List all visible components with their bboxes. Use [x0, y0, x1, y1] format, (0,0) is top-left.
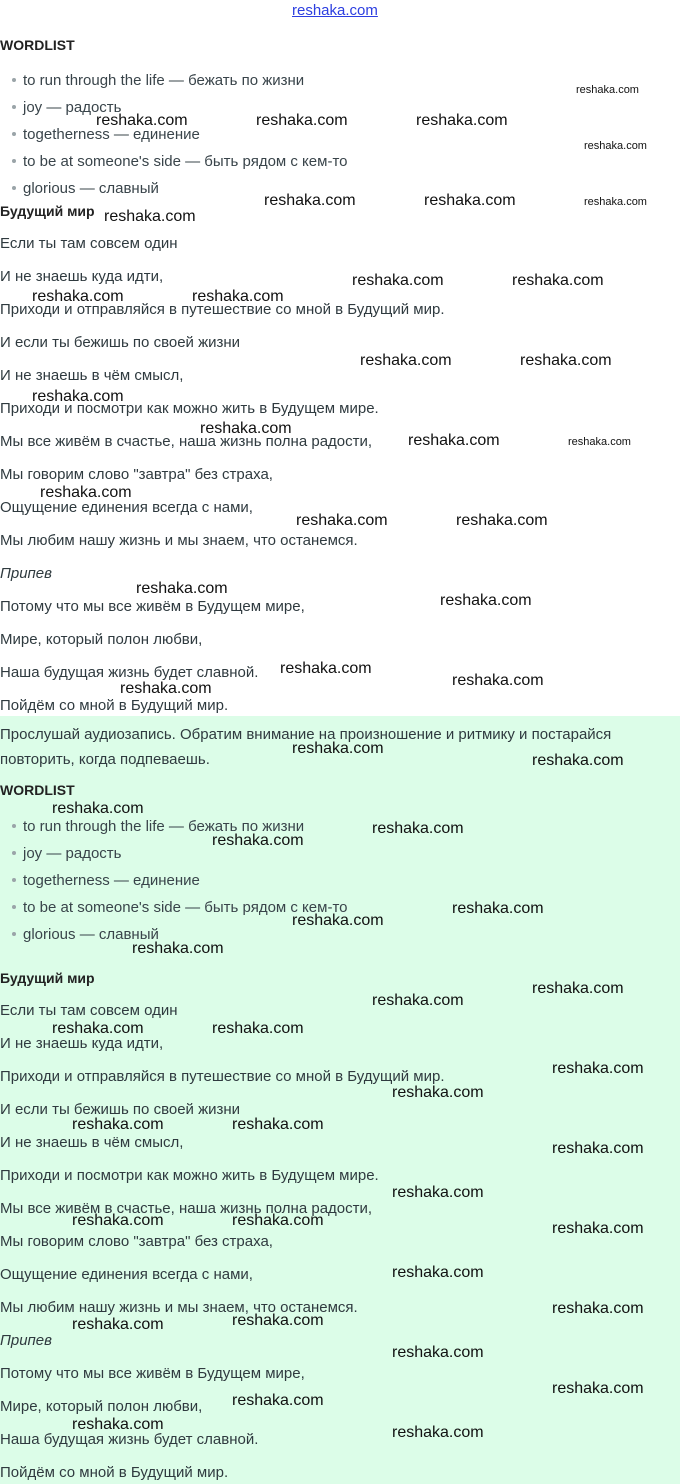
watermark: reshaka.com: [52, 800, 144, 817]
watermark: reshaka.com: [552, 1060, 644, 1077]
bullet-icon: [12, 186, 16, 190]
bullet-icon: [12, 78, 16, 82]
watermark: reshaka.com: [452, 900, 544, 917]
instruction-text: Прослушай аудиозапись. Обратим внимание на произношение и ритмику и постарайся повторить, когда подпеваешь.: [0, 726, 612, 768]
chorus-label: Припев: [0, 565, 52, 582]
wordlist-item: to run through the life — бежать по жизни: [12, 72, 304, 90]
watermark: reshaka.com: [440, 592, 532, 609]
lyric-line: Мы говорим слово "завтра" без страха,: [0, 466, 273, 483]
lyric-line: Ощущение единения всегда с нами,: [0, 499, 253, 516]
wordlist-heading: WORDLIST: [0, 782, 75, 798]
lyric-line: Потому что мы все живём в Будущем мире,: [0, 1365, 305, 1382]
watermark: reshaka.com: [372, 992, 464, 1009]
watermark: reshaka.com: [584, 196, 647, 208]
watermark: reshaka.com: [452, 672, 544, 689]
lyric-line: И если ты бежишь по своей жизни: [0, 1101, 241, 1118]
wordlist-item: joy — радость: [12, 845, 121, 863]
watermark: reshaka.com: [52, 1020, 144, 1037]
watermark: reshaka.com: [392, 1264, 484, 1281]
watermark: reshaka.com: [32, 388, 124, 405]
watermark: reshaka.com: [256, 112, 348, 129]
watermark: reshaka.com: [392, 1424, 484, 1441]
watermark: reshaka.com: [296, 512, 388, 529]
watermark: reshaka.com: [72, 1212, 164, 1229]
watermark: reshaka.com: [104, 208, 196, 225]
lyric-line: И не знаешь куда идти,: [0, 1035, 164, 1052]
lyric-line: И не знаешь в чём смысл,: [0, 367, 184, 384]
bullet-icon: [12, 878, 16, 882]
lyric-line: Приходи и отправляйся в путешествие со мной в Будущий мир.: [0, 301, 445, 318]
watermark: reshaka.com: [40, 484, 132, 501]
watermark: reshaka.com: [32, 288, 124, 305]
song-title: Будущий мир: [0, 970, 95, 986]
wordlist-item: togetherness — единение: [12, 872, 200, 890]
watermark: reshaka.com: [72, 1116, 164, 1133]
lyric-line: Мы все живём в счастье, наша жизнь полна радости,: [0, 433, 373, 450]
bullet-icon: [12, 824, 16, 828]
watermark: reshaka.com: [192, 288, 284, 305]
lyric-line: Если ты там совсем один: [0, 1002, 178, 1019]
watermark: reshaka.com: [232, 1212, 324, 1229]
watermark: reshaka.com: [552, 1380, 644, 1397]
watermark: reshaka.com: [292, 740, 384, 757]
lyric-line: Наша будущая жизнь будет славной.: [0, 664, 259, 681]
bullet-icon: [12, 159, 16, 163]
watermark: reshaka.com: [392, 1344, 484, 1361]
chorus-label: Припев: [0, 1332, 52, 1349]
watermark: reshaka.com: [232, 1392, 324, 1409]
watermark: reshaka.com: [292, 912, 384, 929]
watermark: reshaka.com: [232, 1312, 324, 1329]
song-title: Будущий мир: [0, 203, 95, 219]
wordlist-item: togetherness — единение: [12, 126, 200, 144]
watermark: reshaka.com: [520, 352, 612, 369]
lyric-line: Мы любим нашу жизнь и мы знаем, что останемся.: [0, 1299, 358, 1316]
watermark: reshaka.com: [408, 432, 500, 449]
watermark: reshaka.com: [576, 84, 639, 96]
bullet-icon: [12, 132, 16, 136]
watermark: reshaka.com: [512, 272, 604, 289]
lyric-line: И не знаешь в чём смысл,: [0, 1134, 184, 1151]
lyric-line: Если ты там совсем один: [0, 235, 178, 252]
watermark: reshaka.com: [120, 680, 212, 697]
watermark: reshaka.com: [416, 112, 508, 129]
watermark: reshaka.com: [532, 980, 624, 997]
watermark: reshaka.com: [568, 436, 631, 448]
lyric-line: И если ты бежишь по своей жизни: [0, 334, 241, 351]
bullet-icon: [12, 932, 16, 936]
watermark: reshaka.com: [552, 1300, 644, 1317]
watermark: reshaka.com: [552, 1140, 644, 1157]
lyric-line: Приходи и отправляйся в путешествие со мной в Будущий мир.: [0, 1068, 445, 1085]
wordlist-item: joy — радость: [12, 99, 121, 117]
watermark: reshaka.com: [424, 192, 516, 209]
lyric-line: Приходи и посмотри как можно жить в Будущем мире.: [0, 400, 379, 417]
lyric-line: Наша будущая жизнь будет славной.: [0, 1431, 259, 1448]
watermark: reshaka.com: [132, 940, 224, 957]
watermark: reshaka.com: [372, 820, 464, 837]
lyric-line: Ощущение единения всегда с нами,: [0, 1266, 253, 1283]
lyric-line: Мы говорим слово "завтра" без страха,: [0, 1233, 273, 1250]
watermark: reshaka.com: [200, 420, 292, 437]
bullet-icon: [12, 905, 16, 909]
watermark: reshaka.com: [232, 1116, 324, 1133]
watermark: reshaka.com: [392, 1084, 484, 1101]
watermark: reshaka.com: [360, 352, 452, 369]
wordlist-heading: WORDLIST: [0, 37, 75, 53]
bullet-icon: [12, 105, 16, 109]
lyric-line: Пойдём со мной в Будущий мир.: [0, 1464, 229, 1481]
site-link[interactable]: reshaka.com: [292, 2, 378, 19]
wordlist-item: glorious — славный: [12, 180, 159, 198]
lyric-line: Мире, который полон любви,: [0, 1398, 203, 1415]
watermark: reshaka.com: [352, 272, 444, 289]
watermark: reshaka.com: [72, 1416, 164, 1433]
lyric-line: Мы любим нашу жизнь и мы знаем, что останемся.: [0, 532, 358, 549]
watermark: reshaka.com: [72, 1316, 164, 1333]
watermark: reshaka.com: [264, 192, 356, 209]
lyric-line: Потому что мы все живём в Будущем мире,: [0, 598, 305, 615]
wordlist-item: glorious — славный: [12, 926, 159, 944]
lyric-line: Пойдём со мной в Будущий мир.: [0, 697, 229, 714]
wordlist-item: to be at someone's side — быть рядом с кем-то: [12, 899, 348, 917]
watermark: reshaka.com: [96, 112, 188, 129]
watermark: reshaka.com: [456, 512, 548, 529]
lyric-line: Мы все живём в счастье, наша жизнь полна радости,: [0, 1200, 373, 1217]
bullet-icon: [12, 851, 16, 855]
watermark: reshaka.com: [280, 660, 372, 677]
lyric-line: Приходи и посмотри как можно жить в Будущем мире.: [0, 1167, 379, 1184]
watermark: reshaka.com: [212, 832, 304, 849]
watermark: reshaka.com: [532, 752, 624, 769]
wordlist-item: to be at someone's side — быть рядом с кем-то: [12, 153, 348, 171]
lyric-line: И не знаешь куда идти,: [0, 268, 164, 285]
watermark: reshaka.com: [136, 580, 228, 597]
watermark: reshaka.com: [584, 140, 647, 152]
watermark: reshaka.com: [552, 1220, 644, 1237]
lyric-line: Мире, который полон любви,: [0, 631, 203, 648]
watermark: reshaka.com: [392, 1184, 484, 1201]
watermark: reshaka.com: [212, 1020, 304, 1037]
wordlist-item: to run through the life — бежать по жизни: [12, 818, 304, 836]
